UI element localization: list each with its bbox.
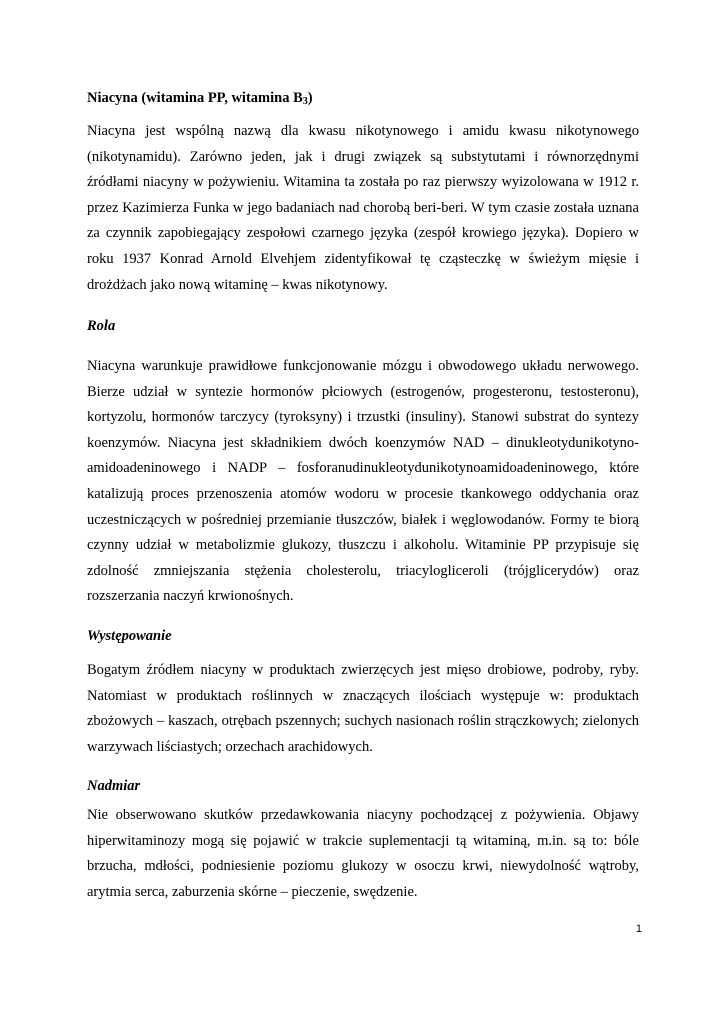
- section-paragraph-wystepowanie: Bogatym źródłem niacyny w produktach zwierzęcych jest mięso drobiowe, podroby, ryby. Natomiast w produktach roślinnych w znaczących ilościach występuje w: produktach zbożowych – kaszach, otrębach pszennych; suchych nasionach roślin strączkowych; zielonych warzywach liściastych; orzechach arachidowych.: [87, 662, 639, 755]
- section-paragraph-nadmiar: Nie obserwowano skutków przedawkowania niacyny pochodzącej z pożywienia. Objawy hiperwitaminozy mogą się pojawić w trakcie suplementacji tą witaminą, m.in. są to: bóle brzucha, mdłości, podniesienie poziomu glukozy w osoczu krwi, niewydolność wątroby, arytmia serca, zaburzenia skórne – pieczenie, swędzenie.: [87, 807, 639, 900]
- title-text: Niacyna (witamina PP, witamina B: [87, 90, 303, 106]
- page-number: 1: [635, 923, 642, 935]
- section-heading-rola: Rola: [87, 318, 116, 334]
- intro-paragraph: Niacyna jest wspólną nazwą dla kwasu nikotynowego i amidu kwasu nikotynowego (nikotynamidu). Zarówno jeden, jak i drugi związek są substytutami i równorzędnymi źródłami niacyny w pożywieniu. Witamina ta została po raz pierwszy wyizolowana w 1912 r. przez Kazimierza Funka w jego badaniach nad chorobą beri-beri. W tym czasie została uznana za czynnik zapobiegający zespołowi czarnego języka (zespół krowiego języka). Dopiero w roku 1937 Konrad Arnold Elvehjem zidentyfikował tę cząsteczkę w świeżym mięsie i drożdżach jako nową witaminę – kwas nikotynowy.: [87, 123, 639, 293]
- document-title: [87, 88, 647, 108]
- title-end: ): [307, 90, 313, 106]
- section-paragraph-rola: Niacyna warunkuje prawidłowe funkcjonowanie mózgu i obwodowego układu nerwowego. Bierze udział w syntezie hormonów płciowych (estrogenów, progesteronu, testosteronu), kortyzolu, hormonów tarczycy (tyroksyny) i trzustki (insuliny). Stanowi substrat do syntezy koenzymów. Niacyna jest składnikiem dwóch koenzymów NAD – dinukleotydunikotyno-amidoadeninowego i NADP – fosforanudinukleotydunikotynoamidoadeninowego, które katalizują proces przenoszenia atomów wodoru w procesie tkankowego oddychania oraz uczestniczących w pośredniej przemianie tłuszczów, białek i węglowodanów. Formy te biorą czynny udział w metabolizmie glukozy, tłuszczu i alkoholu. Witaminie PP przypisuje się zdolność zmniejszania stężenia cholesterolu, triacylogliceroli (trójglicerydów) oraz rozszerzania naczyń krwionośnych.: [87, 358, 639, 605]
- section-heading-nadmiar: Nadmiar: [87, 778, 141, 794]
- section-heading-wystepowanie: Występowanie: [87, 628, 172, 644]
- title-subscript: 3: [302, 96, 308, 107]
